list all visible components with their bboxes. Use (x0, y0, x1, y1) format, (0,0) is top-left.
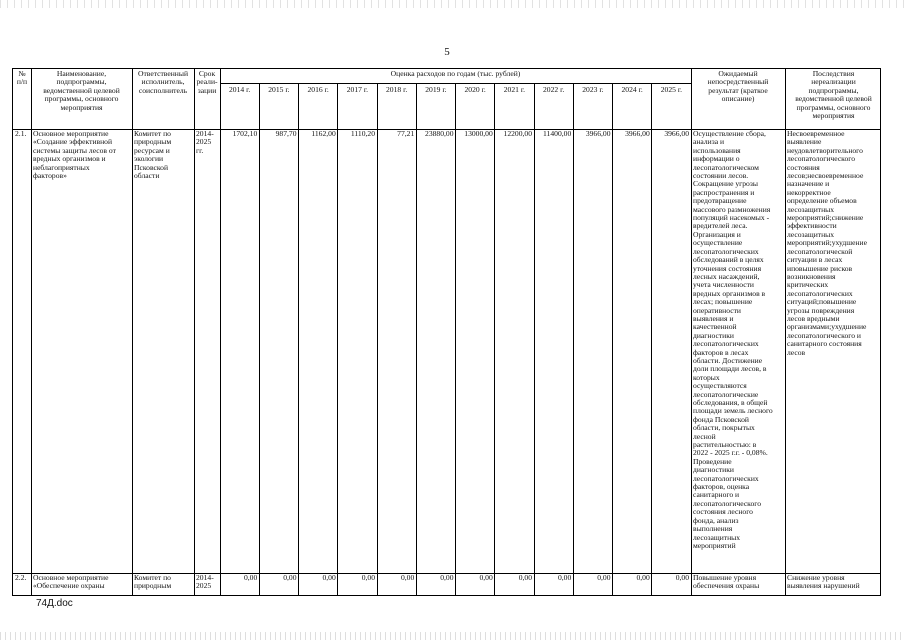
row-value: 0,00 (243, 574, 258, 582)
row-name: Основное мероприятие «Создание эффективной системы защиты лесов от вредных организмов и неблагоприятных факторов» (33, 130, 116, 181)
row-executor: Комитет по природным (134, 574, 172, 591)
row-value: 3966,00 (585, 130, 611, 138)
row-value: 1702,10 (232, 130, 258, 138)
header-executor: Ответственный исполнитель, соисполнитель (137, 70, 189, 95)
header-year: 2014 г. (229, 86, 251, 94)
column-divider (377, 83, 378, 596)
row-result: Повышение уровня обеспечения охраны (693, 574, 760, 591)
header-period: Срок реали- зации (196, 70, 218, 95)
header-year: 2022 г. (543, 86, 565, 94)
row-value: 77,21 (397, 130, 415, 138)
header-year: 2020 г. (464, 86, 486, 94)
header-year: 2024 г. (621, 86, 643, 94)
header-cost-title: Оценка расходов по годам (тыс. рублей) (390, 70, 521, 78)
column-divider (194, 69, 195, 596)
header-year: 2016 г. (307, 86, 329, 94)
column-divider (259, 83, 260, 596)
year-header-divider (220, 83, 691, 84)
row-value: 0,00 (400, 574, 415, 582)
row-value: 0,00 (636, 574, 650, 582)
row-value: 12200,00 (503, 130, 532, 138)
column-divider (494, 83, 495, 596)
row-period: 2014- 2025 (196, 574, 214, 591)
row-num: 2.1. (15, 130, 27, 138)
row-consequences: Снижение уровня выявления нарушений (787, 574, 860, 591)
row-consequences: Несвоевременное выявление неудовлетворительного лесопатологического состояния лесов;несвоевременное назначение и некорректное определение объемов лесозащитных мероприятий;снижение эффективности лесозащитных мероприятий;ухудшение лесопатологической ситуации в лесах иповышение рисков возникновения критических лесопатологических ситуаций;повышение угрозы повреждения лесов вредными организмами;ухудшение лесопатологического и санитарного состояния лесов (787, 130, 867, 357)
header-name: Наименование, подпрограммы, ведомственной целевой программы, основного мероприятия (43, 70, 120, 112)
column-divider (691, 69, 692, 596)
row-executor: Комитет по природным ресурсам и экологии Псковской области (134, 130, 172, 181)
row-result: Осуществление сбора, анализа и использования информации о лесопатологическом состоянии лесов. Сокращение угрозы распространения и предотвращение массового размножения популяций насекомых - вредителей леса. Организация и осуществление лесопатологических обследований в целях уточнения состояния лесных насаждений, учета численности вредных организмов в лесах; повышение оперативности выявления и качественной диагностики лесопатологических факторов в лесах области. Достижение доли площади лесов, в которых осуществляются лесопатологические обследования, в общей площади земель лесного фонда Псковской области, покрытых лесной растительностью: в 2022 - 2025 г.г. - 0,08%. Проведение диагностики лесопатологических факторов, оценка санитарного и лесопатологического состояния лесного фонда, анализ выполнения лесозащитных мероприятий (693, 130, 773, 550)
row-value: 0,00 (479, 574, 493, 582)
column-divider (220, 69, 221, 596)
scan-edge-top (0, 0, 905, 8)
header-year: 2021 г. (503, 86, 525, 94)
column-divider (785, 69, 786, 596)
column-divider (455, 83, 456, 596)
row-num: 2.2. (15, 574, 27, 582)
row-value: 1162,00 (311, 130, 336, 138)
row-value: 23880,00 (425, 130, 454, 138)
column-divider (31, 69, 32, 596)
header-consequences: Последствия нереализации подпрограммы, ведомственной целевой программы, основного мероприятия (795, 70, 872, 121)
row-value: 3966,00 (664, 130, 689, 138)
header-year: 2015 г. (268, 86, 290, 94)
row-value: 13000,00 (464, 130, 493, 138)
column-divider (573, 83, 574, 596)
row-value: 0,00 (597, 574, 611, 582)
expense-table (12, 68, 881, 596)
row-value: 1110,20 (350, 130, 375, 138)
page-number: 5 (444, 46, 450, 58)
row-value: 11400,00 (543, 130, 572, 138)
header-num: № п/п (16, 70, 28, 87)
header-year: 2023 г. (582, 86, 604, 94)
row-value: 0,00 (283, 574, 297, 582)
row-value: 0,00 (361, 574, 375, 582)
column-divider (416, 83, 417, 596)
column-divider (612, 83, 613, 596)
row-value: 0,00 (440, 574, 454, 582)
scan-edge-bottom (0, 632, 905, 640)
row-value: 0,00 (675, 574, 689, 582)
row-value: 0,00 (518, 574, 532, 582)
row-value: 987,70 (275, 130, 297, 138)
row-value: 0,00 (322, 574, 336, 582)
file-name: 74Д.doc (36, 598, 73, 609)
header-year: 2025 г. (660, 86, 682, 94)
header-year: 2018 г. (386, 86, 408, 94)
row-value: 3966,00 (625, 130, 650, 138)
header-year: 2019 г. (425, 86, 447, 94)
column-divider (534, 83, 535, 596)
column-divider (132, 69, 133, 596)
column-divider (651, 83, 652, 596)
header-result: Ожидаемый непосредственный результат (краткое описание) (707, 70, 769, 104)
row-value: 0,00 (557, 574, 572, 582)
column-divider (337, 83, 338, 596)
header-year: 2017 г. (346, 86, 368, 94)
column-divider (298, 83, 299, 596)
row-period: 2014- 2025 гг. (196, 130, 214, 155)
row-name: Основное мероприятие «Обеспечение охраны (33, 574, 109, 591)
